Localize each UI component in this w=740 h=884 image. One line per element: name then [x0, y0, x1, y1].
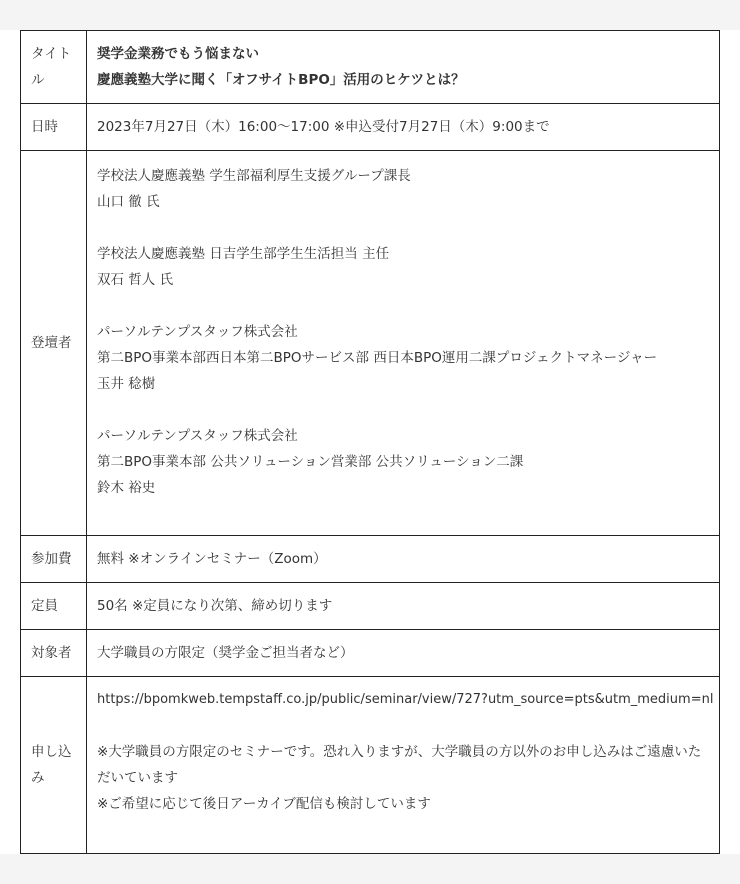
target-label: 対象者	[21, 630, 87, 677]
apply-link[interactable]: https://bpomkweb.tempstaff.co.jp/public/seminar/view/727?utm_source=pts&utm_medium=nl	[97, 692, 714, 707]
apply-note-2: ※ご希望に応じて後日アーカイブ配信も検討しています	[97, 796, 431, 812]
speaker-1-name: 山口 徹 氏	[97, 194, 160, 210]
apply-note-1: ※大学職員の方限定のセミナーです。恐れ入りますが、大学職員の方以外のお申し込みはご遠慮いただいています	[97, 744, 702, 786]
table-row-speakers	[21, 151, 720, 536]
title-line-2: 慶應義塾大学に聞く「オフサイトBPO」活用のヒケツとは？	[97, 72, 465, 88]
speaker-3-name: 玉井 稔樹	[97, 376, 156, 392]
table-row-datetime	[21, 104, 720, 151]
title-value	[87, 31, 720, 104]
speaker-4-name: 鈴木 裕史	[97, 480, 156, 496]
fee-text: 無料 ※オンラインセミナー（Zoom）	[97, 551, 327, 567]
speakers-value	[87, 151, 720, 536]
table-row-apply	[21, 677, 720, 854]
apply-label: 申し込み	[21, 677, 87, 854]
speakers-label: 登壇者	[21, 151, 87, 536]
capacity-value	[87, 583, 720, 630]
capacity-label: 定員	[21, 583, 87, 630]
speaker-3-company: パーソルテンプスタッフ株式会社	[97, 324, 298, 340]
datetime-text: 2023年7月27日（木）16:00～17:00 ※申込受付7月27日（木）9:00まで	[97, 119, 550, 135]
apply-value	[87, 677, 720, 854]
spacer	[97, 293, 709, 319]
title-line-1: 奨学金業務でもう悩まない	[97, 46, 259, 62]
table-row-title	[21, 31, 720, 104]
speaker-2-org: 学校法人慶應義塾 日吉学生部学生生活担当 主任	[97, 246, 390, 262]
title-label: タイトル	[21, 31, 87, 104]
spacer	[97, 215, 709, 241]
speaker-2-name: 双石 哲人 氏	[97, 272, 174, 288]
target-text: 大学職員の方限定（奨学金ご担当者など）	[97, 645, 354, 661]
fee-label: 参加費	[21, 536, 87, 583]
speaker-4-company: パーソルテンプスタッフ株式会社	[97, 428, 298, 444]
speaker-3-dept: 第二BPO事業本部西日本第二BPOサービス部 西日本BPO運用二課プロジェクトマネージャー	[97, 350, 658, 366]
spacer	[97, 397, 709, 423]
table-row-capacity	[21, 583, 720, 630]
datetime-value	[87, 104, 720, 151]
capacity-text: 50名 ※定員になり次第、締め切ります	[97, 598, 333, 614]
table-row-fee	[21, 536, 720, 583]
target-value	[87, 630, 720, 677]
table-row-target	[21, 630, 720, 677]
page-content	[0, 30, 740, 854]
datetime-label: 日時	[21, 104, 87, 151]
fee-value	[87, 536, 720, 583]
spacer	[97, 713, 709, 739]
seminar-info-table	[20, 30, 720, 854]
speaker-4-dept: 第二BPO事業本部 公共ソリューション営業部 公共ソリューション二課	[97, 454, 524, 470]
speaker-1-org: 学校法人慶應義塾 学生部福利厚生支援グループ課長	[97, 168, 411, 184]
